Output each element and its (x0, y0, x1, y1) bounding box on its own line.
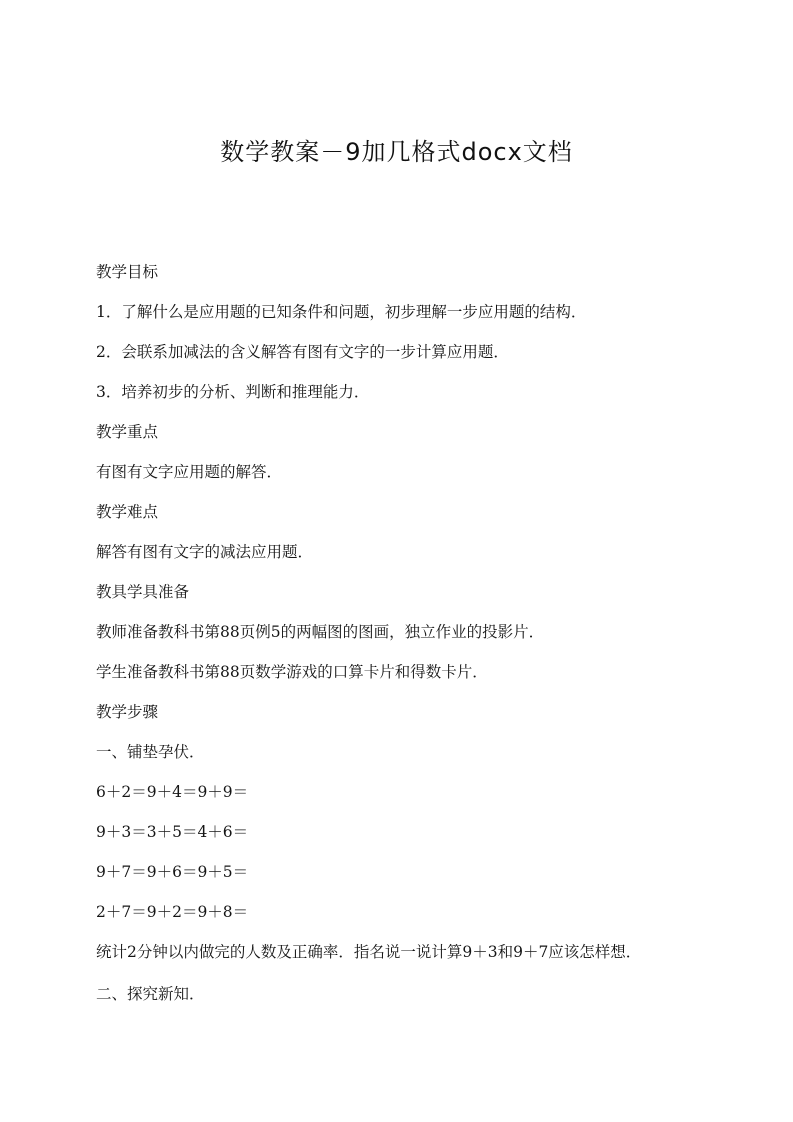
goal-item-1: 1．了解什么是应用题的已知条件和问题，初步理解一步应用题的结构． (96, 303, 587, 321)
heading-teaching-steps: 教学步骤 (96, 703, 159, 721)
heading-materials: 教具学具准备 (96, 583, 190, 601)
exercise-row-3: 9＋7＝9＋6＝9＋5＝ (96, 863, 249, 881)
heading-teaching-goals: 教学目标 (96, 263, 159, 281)
student-materials-text: 学生准备教科书第88页数学游戏的口算卡片和得数卡片． (96, 663, 488, 681)
statistics-instruction: 统计2分钟以内做完的人数及正确率．指名说一说计算9＋3和9＋7应该怎样想． (96, 943, 642, 961)
heading-difficulties: 教学难点 (96, 503, 159, 521)
teacher-materials-text: 教师准备教科书第88页例5的两幅图的图画，独立作业的投影片． (96, 623, 545, 641)
exercise-row-4: 2＋7＝9＋2＝9＋8＝ (96, 903, 249, 921)
goal-item-3: 3．培养初步的分析、判断和推理能力． (96, 383, 370, 401)
step-two-heading: 二、探究新知． (96, 985, 205, 1003)
step-one-heading: 一、铺垫孕伏． (96, 743, 205, 761)
exercise-row-1: 6＋2＝9＋4＝9＋9＝ (96, 783, 249, 801)
document-title: 数学教案－9加几格式docx文档 (220, 138, 573, 166)
heading-key-points: 教学重点 (96, 423, 159, 441)
difficulty-text: 解答有图有文字的减法应用题． (96, 543, 314, 561)
key-point-text: 有图有文字应用题的解答． (96, 463, 283, 481)
document-body (96, 260, 736, 1022)
exercise-row-2: 9＋3＝3＋5＝4＋6＝ (96, 823, 249, 841)
goal-item-2: 2．会联系加减法的含义解答有图有文字的一步计算应用题． (96, 343, 509, 361)
